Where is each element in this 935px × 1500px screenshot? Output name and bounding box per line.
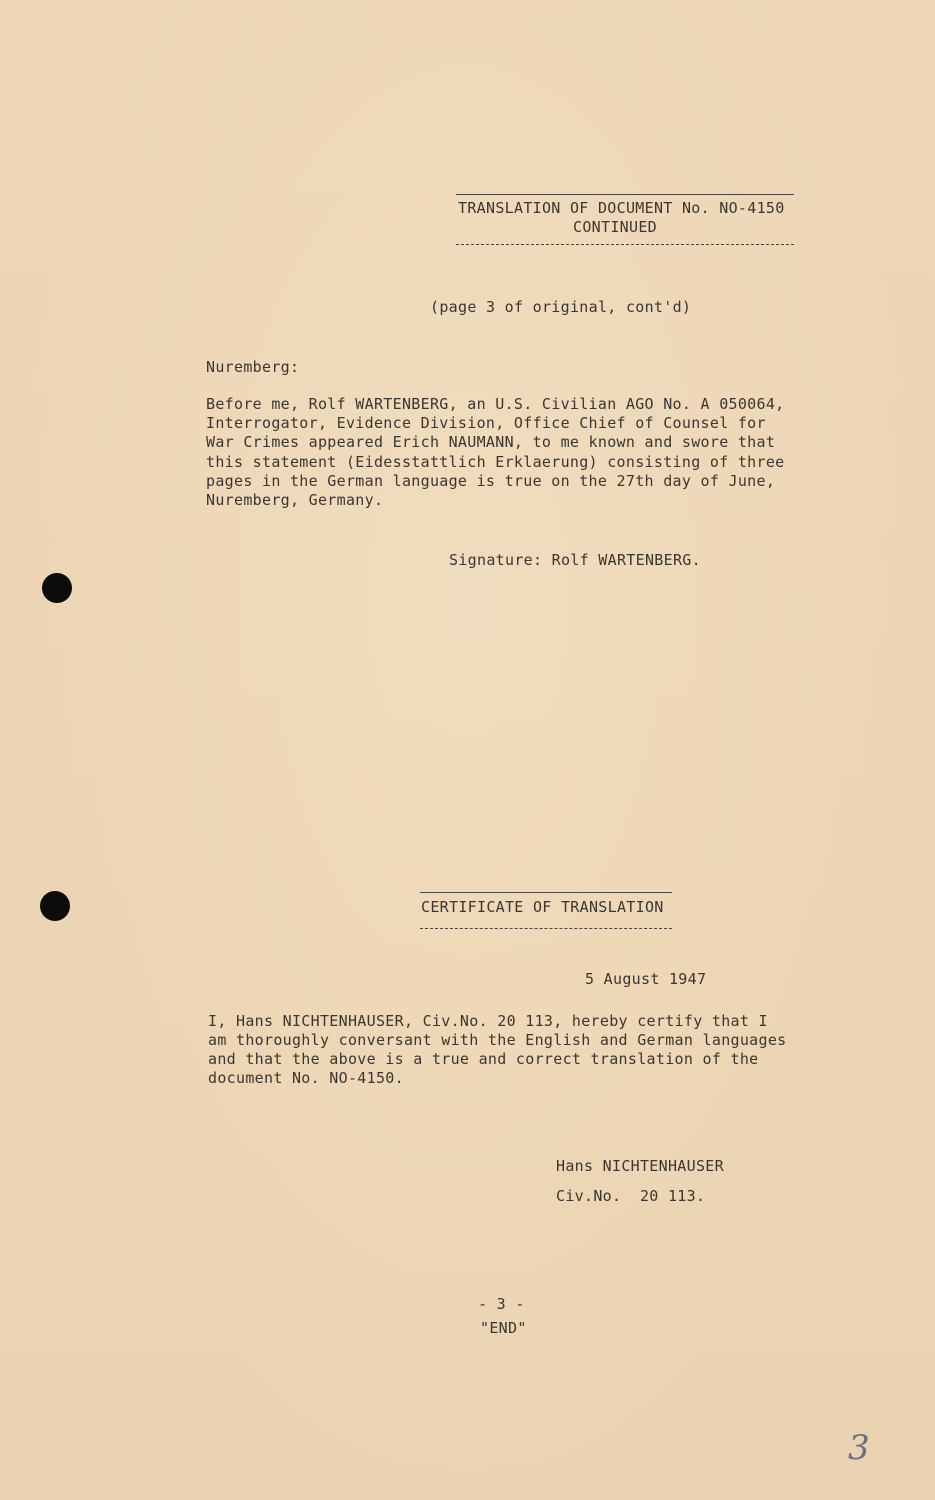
end-marker: "END": [480, 1319, 527, 1337]
certificate-line: am thoroughly conversant with the English and German languages: [208, 1031, 787, 1049]
certificate-title: CERTIFICATE OF TRANSLATION: [421, 898, 664, 916]
page-number: - 3 -: [478, 1295, 525, 1313]
header-title: TRANSLATION OF DOCUMENT No. NO-4150: [458, 199, 785, 217]
affidavit-line: Interrogator, Evidence Division, Office Chief of Counsel for: [206, 414, 766, 432]
punch-hole-upper: [42, 573, 72, 603]
handwritten-page-number: 3: [848, 1428, 870, 1468]
signature-line: Signature: Rolf WARTENBERG.: [449, 551, 701, 569]
certificate-line: and that the above is a true and correct translation of the: [208, 1050, 759, 1068]
affidavit-line: War Crimes appeared Erich NAUMANN, to me known and swore that: [206, 433, 776, 451]
punch-hole-lower: [40, 891, 70, 921]
place-line: Nuremberg:: [206, 358, 300, 376]
certificate-rule-bottom: [420, 928, 672, 929]
header-rule-top: [456, 194, 794, 195]
affidavit-line: pages in the German language is true on the 27th day of June,: [206, 472, 776, 490]
signer-civ-number: Civ.No. 20 113.: [556, 1187, 706, 1205]
affidavit-line: this statement (Eidesstattlich Erklaerung) consisting of three: [206, 453, 785, 471]
certificate-rule-top: [420, 892, 672, 893]
signer-name: Hans NICHTENHAUSER: [556, 1157, 724, 1175]
certificate-line: I, Hans NICHTENHAUSER, Civ.No. 20 113, hereby certify that I: [208, 1012, 768, 1030]
header-subtitle: CONTINUED: [573, 218, 657, 236]
page-note: (page 3 of original, cont'd): [430, 298, 692, 316]
affidavit-line: Nuremberg, Germany.: [206, 491, 384, 509]
affidavit-line: Before me, Rolf WARTENBERG, an U.S. Civilian AGO No. A 050064,: [206, 395, 785, 413]
certificate-date: 5 August 1947: [585, 970, 707, 988]
header-rule-bottom: [456, 244, 794, 245]
certificate-line: document No. NO-4150.: [208, 1069, 404, 1087]
